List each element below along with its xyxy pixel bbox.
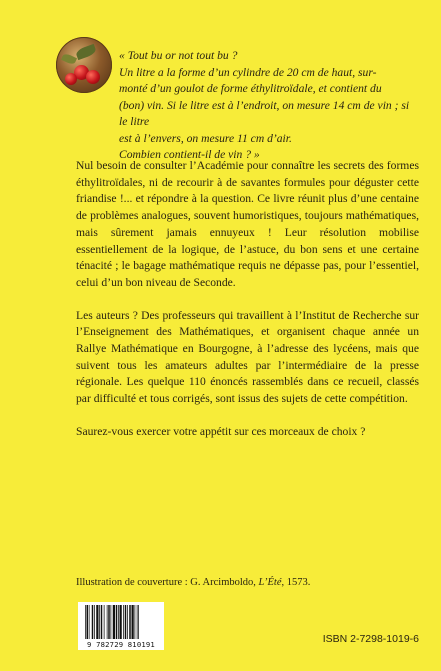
quote-line: Combien contient-il de vin ? » — [119, 148, 260, 161]
barcode-digits: 9 782729 810191 — [87, 640, 155, 649]
illustration-credit-prefix: Illustration de couverture : G. Arcimboldo, — [76, 577, 259, 588]
quote-line: monté d’un goulot de forme éthylitroïdale, et contient du — [119, 82, 382, 95]
teaser-quote — [119, 48, 419, 164]
illustration-credit-suffix: , 1573. — [281, 577, 311, 588]
quote-line: Un litre a la forme d’un cylindre de 20 cm de haut, sur- — [119, 65, 377, 79]
barcode-bars — [84, 605, 158, 641]
illustration-credit — [76, 577, 419, 588]
blurb-paragraph: Les auteurs ? Des professeurs qui travaillent à l’Institut de Recherche sur l’Enseignement des Mathématiques, et organisent chaque année un Rallye Mathématique en Bourgogne, à l’adresse des lycéens, mais que suivent tous les amateurs adultes par l’intermédiaire de la presse régionale. Les quelque 110 énoncés rassemblés dans ce recueil, classés par difficulté et tous corrigés, sont issus des sujets de cette compétition. — [76, 308, 419, 406]
blurb-body — [76, 158, 419, 457]
quote-line: (bon) vin. Si le litre est à l’endroit, on mesure 14 cm de vin ; si le litre — [119, 98, 410, 128]
leaf-shape — [61, 52, 77, 65]
illustration-credit-title: L’Été — [258, 577, 282, 588]
blurb-paragraph: Saurez-vous exercer votre appétit sur ces morceaux de choix ? — [76, 424, 366, 438]
isbn-number: ISBN 2-7298-1019-6 — [322, 633, 419, 645]
blurb-paragraph: Nul besoin de consulter l’Académie pour connaître les secrets des formes éthylitroïdales, ni de recourir à de savantes formules pour déguster cette friandise !... et répondre à la question. Ce livre réunit plus d’une centaine de problèmes analogues, souvent humoristiques, toujours mathématiques, mais sûrement jamais ennuyeux ! Leur résolution mobilise essentiellement de la logique, de l’astuce, du bon sens et une certaine ténacité ; le bagage mathématique requis ne dépasse pas, pour l’essentiel, celui d’un bon niveau de Seconde. — [76, 159, 419, 289]
quote-line: « Tout bu or not tout bu ? — [119, 49, 238, 62]
cover-illustration-medallion — [56, 37, 112, 93]
leaf-shape — [75, 44, 97, 60]
cherry-shape — [86, 70, 100, 84]
cherry-shape — [65, 73, 77, 85]
barcode — [78, 602, 164, 650]
quote-line: est à l’envers, on mesure 11 cm d’air. — [119, 131, 292, 145]
